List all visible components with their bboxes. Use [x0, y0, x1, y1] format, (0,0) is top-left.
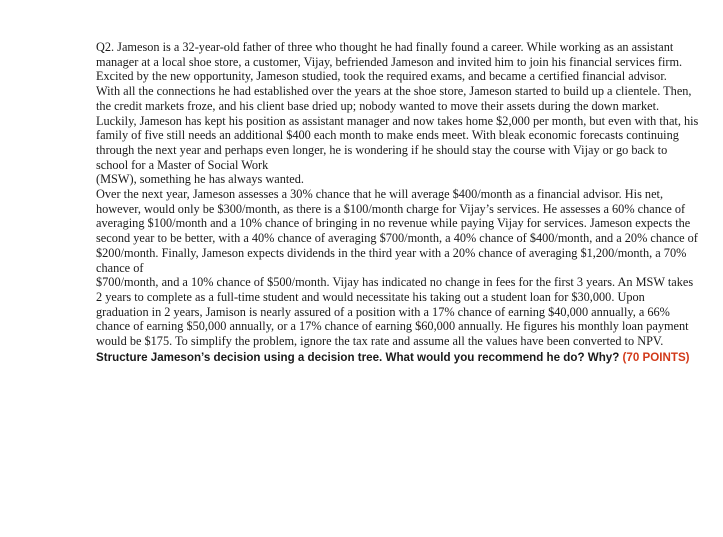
paragraph-background: With all the connections he had established over the years at the shoe store, Jameson started to build up a clientele. Then, the credit markets froze, and his client base dried up; nobody wanted to move their assets during the down market. Luckily, Jameson has kept his position as assistant manager and now takes home $2,000 per month, but even with that, his family of five still needs an additional $400 each month to make ends meet. With bleak economic forecasts continuing through the next year and perhaps even longer, he is wondering if he should stay the course with Vijay or go back to school for a Master of Social Work: [96, 84, 699, 172]
question-text: Structure Jameson’s decision using a decision tree. What would you recommend he do? Why?: [96, 350, 620, 364]
paragraph-intro: Q2. Jameson is a 32-year-old father of three who thought he had finally found a career. While working as an assistant manager at a local shoe store, a customer, Vijay, befriended Jameson and invited him to join his financial services firm. Excited by the new opportunity, Jameson studied, took the required exams, and became a certified financial advisor.: [96, 40, 683, 84]
points-label: (70 POINTS): [622, 350, 690, 364]
paragraph-msw-outcomes: $700/month, and a 10% chance of $500/month. Vijay has indicated no change in fees for the first 3 years. An MSW takes 2 years to complete as a full-time student and would necessitate his taking out a student loan for $30,000. Upon graduation in 2 years, Jamison is nearly assured of a position with a 17% chance of earning $40,000 annually, a 66% chance of earning $50,000 annually, or a 17% chance of earning $60,000 annually. He figures his monthly loan payment would be $175. To simplify the problem, ignore the tax rate and assume all the values have been converted to NPV.: [96, 275, 694, 349]
paragraph-msw: (MSW), something he has always wanted.: [96, 172, 304, 187]
paragraph-advisor-outcomes: Over the next year, Jameson assesses a 30% chance that he will average $400/month as a financial advisor. His net, however, would only be $300/month, as there is a $100/month charge for Vijay’s services. He assesses a 60% chance of averaging $100/month and a 10% chance of bringing in no revenue while paying Vijay for services. Jameson expects the second year to be better, with a 40% chance of averaging $700/month, a 40% chance of $400/month, and a 20% chance of $200/month. Finally, Jameson expects dividends in the third year with a 20% chance of averaging $1,200/month, a 70% chance of: [96, 187, 698, 275]
document-body: [96, 40, 700, 365]
question-prompt: [96, 350, 700, 365]
